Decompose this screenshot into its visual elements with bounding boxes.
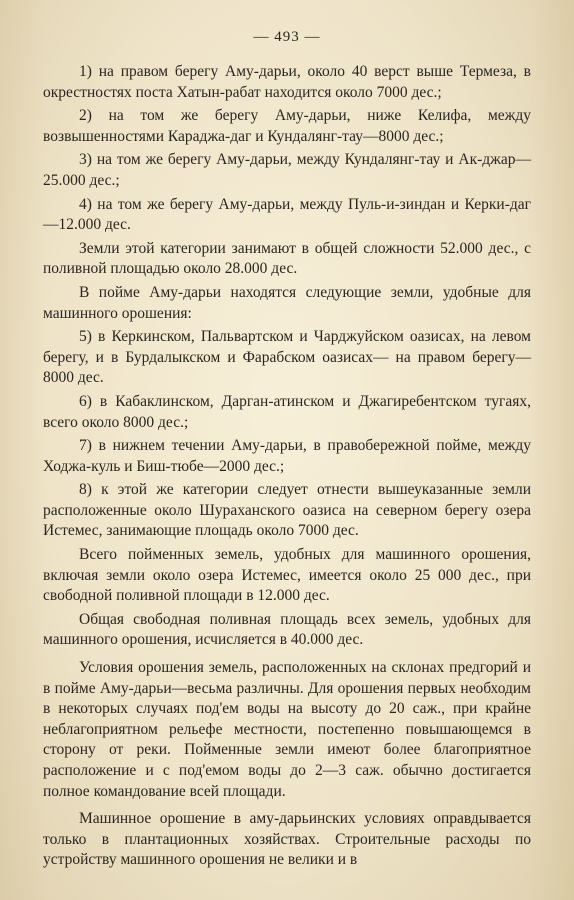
paragraph-7: 5) в Керкинском, Пальвартском и Чарджуйском оазисах, на левом берегу, и в Бурдалыкском и Фарабском оазисах— на правом берегу—8000 дес. [43,328,531,387]
paragraph-6: В пойме Аму-дарьи находятся следующие земли, удобные для машинного орошения: [43,283,531,322]
paragraph-14: Машинное орошение в аму-дарьинских условиях оправдывается только в плантационных хозяйствах. Строительные расходы по устройству машинного орошения не велики и в [43,810,531,869]
page-body [43,62,531,874]
paragraph-13: Условия орошения земель, расположенных на склонах предгорий и в пойме Аму-дарьи—весьма различны. Для орошения первых необходим в некоторых случаях под'ем воды на высоту до 20 саж., при крайне неблагоприятном рельефе местности, постепенно повышающемся в сторону от реки. Пойменные земли имеют более благоприятное расположение и с под'емом воды до 2—3 саж. обычно достигается полное командование всей площади. [43,659,531,800]
paragraph-1: 1) на правом берегу Аму-дарьи, около 40 верст выше Термеза, в окрестностях поста Хатын-рабат находится около 7000 дес.; [43,63,531,101]
paragraph-8: 6) в Кабаклинском, Дарган-атинском и Джагиребентском тугаях, всего около 8000 дес.; [43,392,531,431]
page-number: — 493 — [253,29,321,45]
paragraph-5: Земли этой категории занимают в общей сложности 52.000 дес., с поливной площадью около 28.000 дес. [43,239,531,278]
paragraph-10: 8) к этой же категории следует отнести вышеуказанные земли расположенные около Шураханского оазиса на северном берегу озера Истемес, занимающие площадь около 7000 дес. [43,481,531,540]
paragraph-2: 2) на том же берегу Аму-дарьи, ниже Келифа, между возвышенностями Караджа-даг и Кундалянг-тау—8000 дес.; [43,107,531,145]
paragraph-4: 4) на том же берегу Аму-дарьи, между Пуль-и-зиндан и Керки-даг—12.000 дес. [43,195,531,234]
paragraph-3: 3) на том же берегу Аму-дарьи, между Кундалянг-тау и Ак-джар—25.000 дес.; [43,151,531,189]
paragraph-12: Общая свободная поливная площадь всех земель, удобных для машинного орошения, исчисляется в 40.000 дес. [43,610,531,649]
paragraph-9: 7) в нижнем течении Аму-дарьи, в правобережной пойме, между Ходжа-куль и Биш-тюбе—2000 дес.; [43,437,531,475]
paragraph-11: Всего пойменных земель, удобных для машинного орошения, включая земли около озера Истемес, имеется около 25 000 дес., при свободной поливной площади в 12.000 дес. [43,546,531,605]
